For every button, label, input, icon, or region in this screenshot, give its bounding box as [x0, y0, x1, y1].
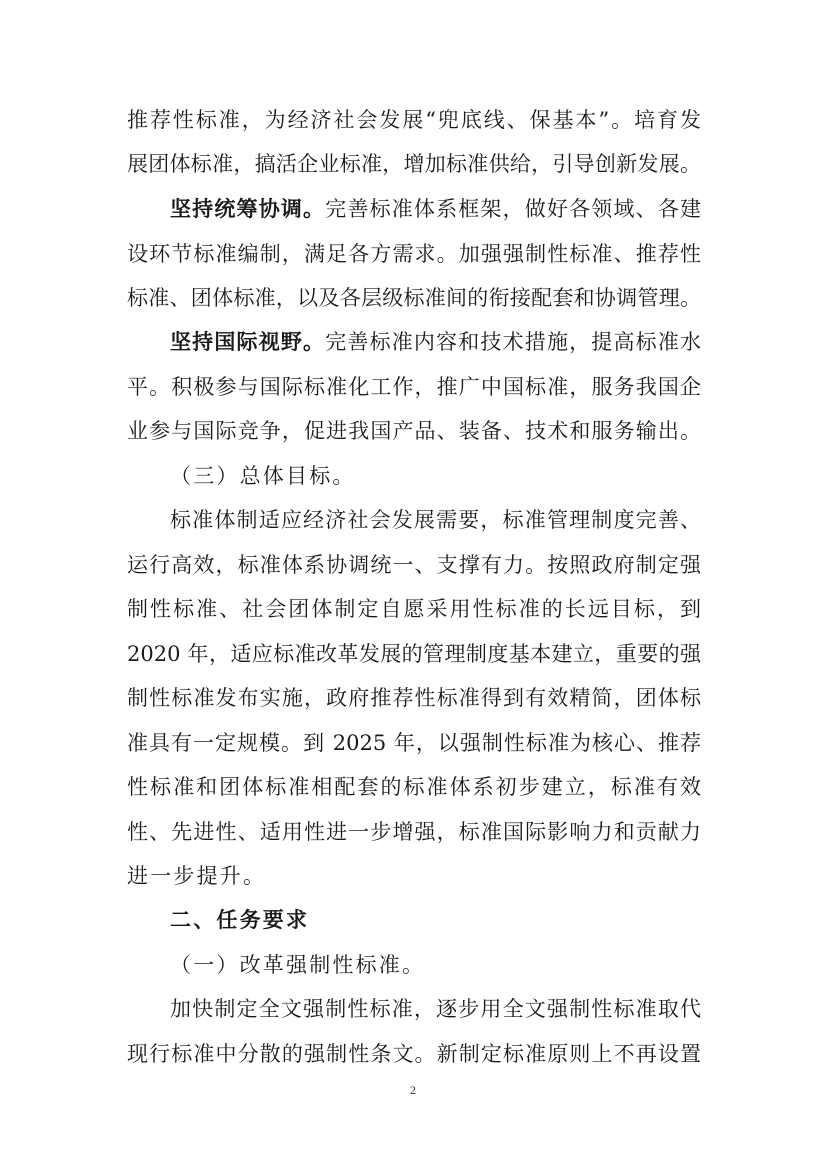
- line-text: 性、先进性、适用性进一步增强，标准国际影响力和贡献力: [127, 820, 701, 844]
- paragraph-line: [127, 371, 701, 403]
- line-text: 进一步提升。: [127, 864, 267, 888]
- line-text: 业参与国际竞争，促进我国产品、装备、技术和服务输出。: [127, 419, 701, 443]
- section-heading-text: （一）改革强制性标准。: [170, 953, 426, 977]
- principle-heading: 坚持统筹协调。: [170, 197, 326, 221]
- section-heading-text: （三）总体目标。: [170, 464, 356, 488]
- paragraph-line: [127, 771, 701, 803]
- chapter-heading: [170, 904, 309, 936]
- line-text: 完善标准体系框架，做好各领域、各建: [325, 197, 701, 221]
- paragraph-line: [170, 504, 701, 536]
- paragraph-line: [127, 682, 701, 714]
- paragraph-line: [170, 993, 701, 1025]
- paragraph-line: [127, 593, 701, 625]
- paragraph-line: [127, 148, 701, 180]
- paragraph-line: [170, 326, 701, 358]
- paragraph-line: [127, 638, 701, 670]
- paragraph-line: [127, 282, 701, 314]
- paragraph-line: [170, 193, 701, 225]
- line-text: 准具有一定规模。到 2025 年，以强制性标准为核心、推荐: [127, 731, 701, 755]
- line-text: 性标准和团体标准相配套的标准体系初步建立，标准有效: [127, 775, 701, 799]
- page-number: 2: [410, 1083, 416, 1097]
- paragraph-line: [127, 727, 701, 759]
- line-text: 完善标准内容和技术措施，提高标准水: [325, 330, 701, 354]
- line-text: 加快制定全文强制性标准，逐步用全文强制性标准取代: [170, 997, 701, 1021]
- line-text: 2020 年，适应标准改革发展的管理制度基本建立，重要的强: [127, 642, 701, 666]
- paragraph-line: [127, 549, 701, 581]
- line-text: 运行高效，标准体系协调统一、支撑有力。按照政府制定强: [127, 553, 701, 577]
- line-text: 设环节标准编制，满足各方需求。加强强制性标准、推荐性: [127, 242, 701, 266]
- paragraph-line: [127, 104, 701, 136]
- line-text: 现行标准中分散的强制性条文。新制定标准原则上不再设置: [127, 1042, 701, 1066]
- chapter-heading-text: 二、任务要求: [170, 908, 310, 932]
- paragraph-line: [127, 238, 701, 270]
- line-text: 平。积极参与国际标准化工作，推广中国标准，服务我国企: [127, 375, 701, 399]
- paragraph-line: [127, 1038, 701, 1070]
- section-heading: [170, 949, 425, 981]
- line-text: 推荐性标准，为经济社会发展“兜底线、保基本”。培育发: [127, 108, 701, 132]
- section-heading: [170, 460, 356, 492]
- line-text: 制性标准、社会团体制定自愿采用性标准的长远目标，到: [127, 597, 701, 621]
- paragraph-line: [127, 860, 266, 892]
- paragraph-line: [127, 415, 701, 447]
- paragraph-line: [127, 816, 701, 848]
- line-text: 标准、团体标准，以及各层级标准间的衔接配套和协调管理。: [127, 286, 701, 310]
- line-text: 展团体标准，搞活企业标准，增加标准供给，引导创新发展。: [127, 152, 701, 176]
- line-text: 标准体制适应经济社会发展需要，标准管理制度完善、: [170, 508, 701, 532]
- line-text: 制性标准发布实施，政府推荐性标准得到有效精简，团体标: [127, 686, 701, 710]
- principle-heading: 坚持国际视野。: [170, 330, 326, 354]
